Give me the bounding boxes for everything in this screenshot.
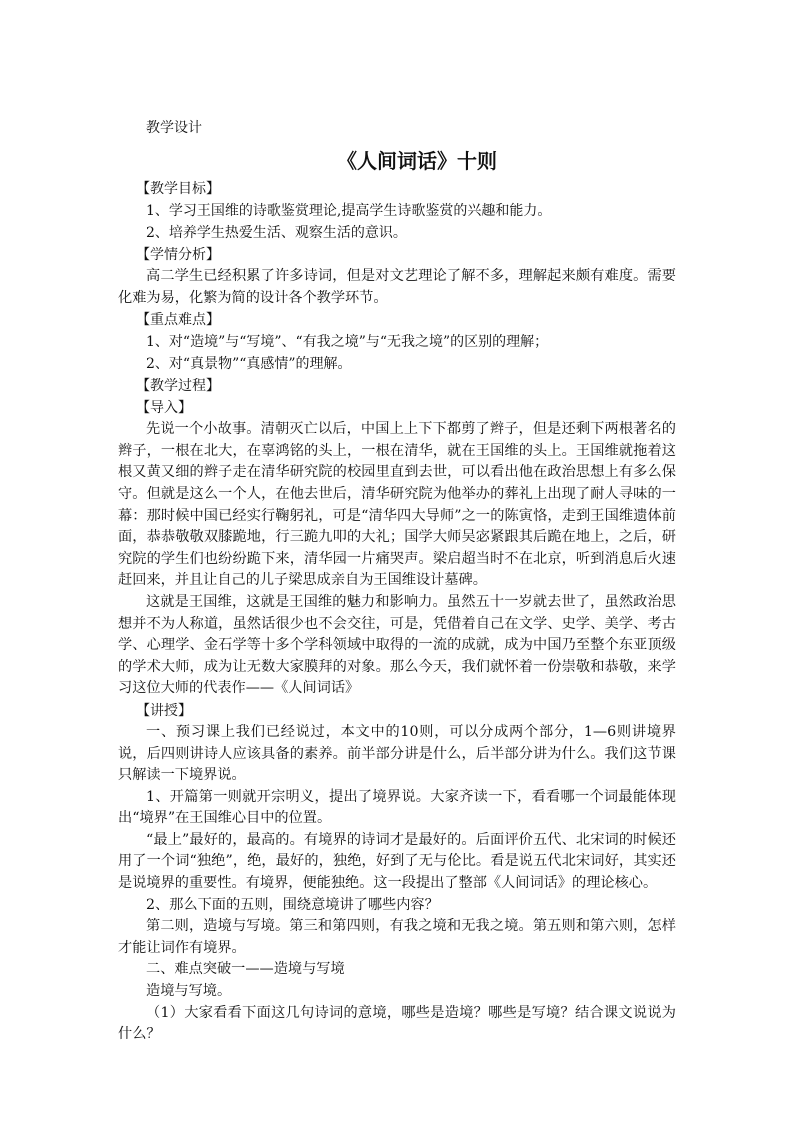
key-point-item-1: 1、对“造境”与“写境”、“有我之境”与“无我之境”的区别的理解；: [146, 334, 549, 351]
lecture-paragraph-8: （1）大家看看下面这几句诗词的意境，哪些是造境？哪些是写境？结合课文说说为什么？: [118, 1004, 676, 1043]
key-points-heading: 【重点难点】: [136, 312, 220, 329]
analysis-heading: 【学情分析】: [136, 247, 220, 263]
analysis-paragraph: 高二学生已经积累了许多诗词，但是对文艺理论了解不多，理解起来颇有难度。需要化难为易，化繁为简的设计各个教学环节。: [118, 268, 676, 306]
intro-heading: 【导入】: [136, 400, 192, 417]
key-point-item-2: 2、对“真景物”“真感情”的理解。: [146, 356, 352, 373]
document-title: 《人间词话》十则: [337, 149, 497, 173]
objectives-heading: 【教学目标】: [136, 181, 220, 197]
process-heading: 【教学过程】: [136, 378, 220, 395]
header-label: 教学设计: [146, 120, 202, 136]
lecture-heading: 【讲授】: [136, 702, 192, 719]
intro-paragraph-2: 这就是王国维，这就是王国维的魅力和影响力。虽然五十一岁就去世了，虽然政治思想并不为人称道，虽然话很少也不会交往，可是，凭借着自己在文学、史学、美学、考古学、心理学、金石学等十多个学科领域中取得的一流的成就，成为中国乃至整个东亚顶级的学术大师，成为让无数大家膜拜的对象。那么今天，我们就怀着一份崇敬和恭敬，来学习这位大师的代表作——《人间词话》: [118, 593, 676, 697]
objective-item-1: 1、学习王国维的诗歌鉴赏理论,提高学生诗歌鉴赏的兴趣和能力。: [146, 203, 552, 219]
lecture-paragraph-7: 造境与写境。: [146, 983, 232, 1000]
document-body: [118, 118, 676, 1046]
lecture-paragraph-1: 一、预习课上我们已经说过，本文中的10则，可以分成两个部分，1—6则讲境界说，后四则讲诗人应该具备的素养。前半部分讲是什么，后半部分讲为什么。我们这节课只解读一下境界说。: [118, 723, 676, 784]
lecture-paragraph-4: 2、那么下面的五则，围绕意境讲了哪些内容？: [146, 896, 439, 913]
lecture-paragraph-5: 第二则，造境与写境。第三和第四则，有我之境和无我之境。第五则和第六则，怎样才能让词作有境界。: [118, 918, 676, 956]
lecture-paragraph-2: 1、开篇第一则就开宗明义，提出了境界说。大家齐读一下，看看哪一个词最能体现出“境界”在王国维心目中的位置。: [118, 788, 676, 827]
lecture-paragraph-6: 二、难点突破一——造境与写境: [146, 961, 345, 978]
objective-item-2: 2、培养学生热爱生活、观察生活的意识。: [146, 225, 407, 241]
intro-paragraph-1: 先说一个小故事。清朝灭亡以后，中国上上下下都剪了辫子，但是还剩下两根著名的辫子，一根在北大，在辜鸿铭的头上，一根在清华，就在王国维的头上。王国维就拖着这根又黄又细的辫子走在清华研究院的校园里直到去世，可以看出他在政治思想上有多么保守。但就是这么一个人，在他去世后，清华研究院为他举办的葬礼上出现了耐人寻味的一幕：那时候中国已经实行鞠躬礼，可是“清华四大导师”之一的陈寅恪，走到王国维遗体前面，恭恭敬敬双膝跪地，行三跪九叩的大礼；国学大师吴宓紧跟其后跪在地上，之后，研究院的学生们也纷纷跪下来，清华园一片痛哭声。梁启超当时不在北京，听到消息后火速赶回来，并且让自己的儿子梁思成亲自为王国维设计墓碑。: [118, 421, 676, 589]
lecture-paragraph-3: “最上”最好的，最高的。有境界的诗词才是最好的。后面评价五代、北宋词的时候还用了一个词“独绝”，绝，最好的，独绝，好到了无与伦比。看是说五代北宋词好，其实还是说境界的重要性。有境界，便能独绝。这一段提出了整部《人间词话》的理论核心。: [118, 831, 676, 892]
